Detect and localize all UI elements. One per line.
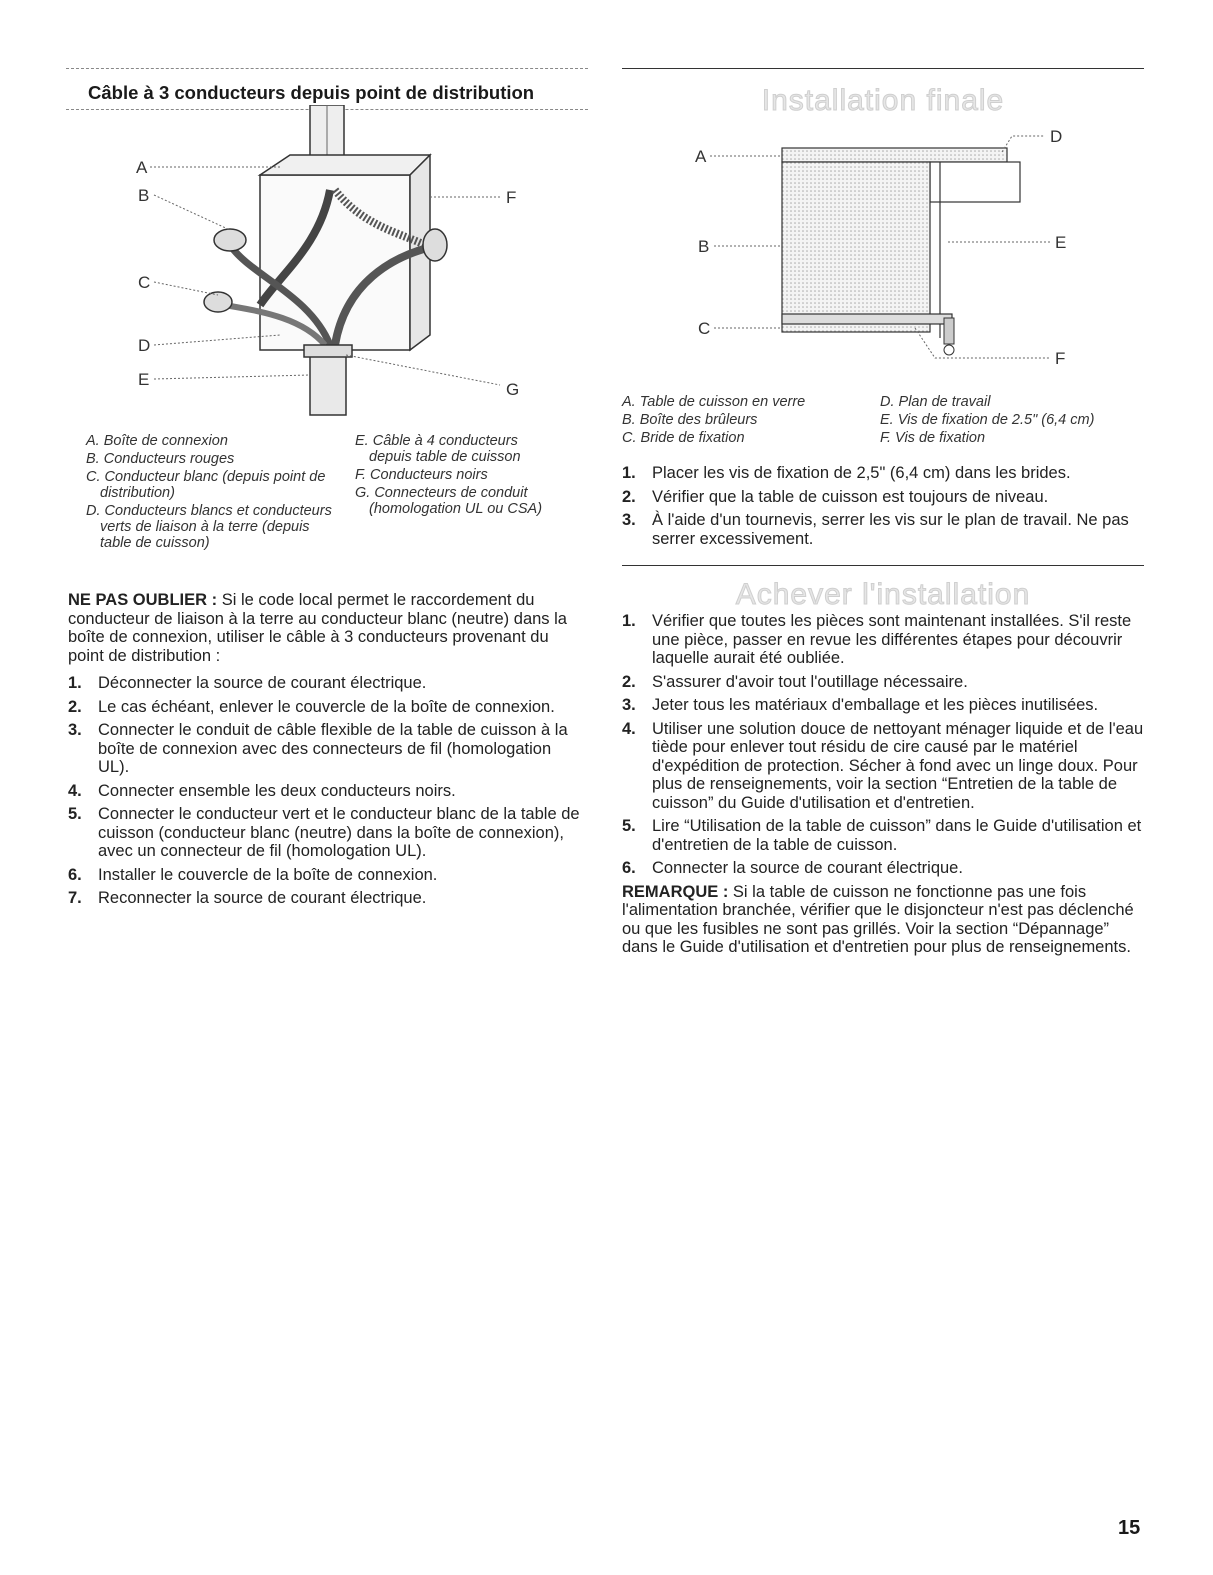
step-text: Connecter ensemble les deux conducteurs noirs. bbox=[98, 781, 456, 800]
list-item bbox=[622, 511, 1144, 548]
caption-item: A. Boîte de connexion bbox=[86, 433, 228, 449]
left-steps-list bbox=[68, 674, 583, 913]
caption-item: G. Connecteurs de conduit (homologation UL ou CSA) bbox=[355, 485, 543, 517]
section-title: Câble à 3 conducteurs depuis point de distribution bbox=[88, 82, 535, 103]
note-label: NE PAS OUBLIER : bbox=[68, 591, 218, 609]
step-number: 5. bbox=[622, 817, 636, 835]
caption-item: E. Vis de fixation de 2.5" (6,4 cm) bbox=[880, 412, 1095, 428]
divider bbox=[622, 565, 1144, 566]
step-text: Vérifier que toutes les pièces sont maintenant installées. S'il reste une pièce, passer en revue les différentes étapes pour découvrir laquelle aurait été oubliée. bbox=[652, 612, 1132, 667]
figure-letter-f: F bbox=[1055, 349, 1066, 368]
list-item bbox=[622, 464, 1144, 483]
step-text: Utiliser une solution douce de nettoyant ménager liquide et de l'eau tiède pour enlever tout résidu de cire causé par le matériel d'expédition de protection. Sécher à fond avec un linge doux. Pour plus de renseignements, voir la section “Entretien de la table de cuisson” du Guide d'utilisation et d'entretien. bbox=[652, 719, 1144, 812]
step-number: 3. bbox=[68, 721, 82, 739]
note-text: Si le code local permet le raccordement du conducteur de liaison à la terre au conducteur blanc (neutre) dans la boîte de connexion, utiliser le câble à 3 conducteurs provenant du point de distribution : bbox=[68, 591, 567, 665]
caption-item: A. Table de cuisson en verre bbox=[622, 394, 806, 410]
step-number: 4. bbox=[622, 719, 636, 738]
step-text: Le cas échéant, enlever le couvercle de la boîte de connexion. bbox=[98, 697, 555, 716]
remark-text: Si la table de cuisson ne fonctionne pas une fois l'alimentation branchée, vérifier que le disjoncteur n'est pas déclenché ou que les fusibles ne sont pas grillés. Voir la section “Dépannage” dans le Guide d'utilisation et d'entretien pour plus de renseignements. bbox=[622, 882, 1134, 956]
figure-captions-left-col2 bbox=[355, 433, 560, 519]
figure-letter-b: B bbox=[698, 237, 710, 256]
step-number: 5. bbox=[68, 805, 82, 823]
step-number: 1. bbox=[68, 674, 82, 692]
step-number: 1. bbox=[622, 612, 636, 630]
list-item bbox=[622, 488, 1144, 507]
step-number: 2. bbox=[68, 697, 82, 716]
figure-letter-e: E bbox=[1055, 233, 1067, 252]
caption-item: F. Vis de fixation bbox=[880, 430, 986, 446]
step-number: 2. bbox=[622, 672, 636, 691]
section-title-installation-finale: Installation finale bbox=[761, 84, 1005, 117]
step-number: 2. bbox=[622, 487, 636, 506]
note-paragraph bbox=[68, 591, 583, 665]
caption-item: C. Conducteur blanc (depuis point de distribution) bbox=[86, 469, 326, 501]
caption-item: F. Conducteurs noirs bbox=[355, 467, 488, 483]
step-number: 1. bbox=[622, 464, 636, 482]
figure-letter-d: D bbox=[138, 336, 151, 355]
figure-letter-e: E bbox=[138, 370, 150, 389]
remark-paragraph bbox=[622, 883, 1144, 957]
list-item bbox=[622, 612, 1144, 668]
figure-letter-d: D bbox=[1050, 127, 1063, 146]
list-item bbox=[68, 805, 583, 861]
figure-letter-c: C bbox=[138, 273, 151, 292]
figure-letter-a: A bbox=[695, 147, 707, 166]
step-text: Reconnecter la source de courant électrique. bbox=[98, 889, 427, 907]
list-item bbox=[68, 782, 583, 801]
step-number: 7. bbox=[68, 889, 82, 907]
list-item bbox=[622, 696, 1144, 715]
caption-item: B. Conducteurs rouges bbox=[86, 451, 235, 467]
figure-letter-a: A bbox=[136, 158, 148, 177]
caption-item: D. Plan de travail bbox=[880, 394, 991, 410]
list-item bbox=[68, 721, 583, 777]
step-number: 3. bbox=[622, 511, 636, 529]
step-text: Connecter le conducteur vert et le conducteur blanc de la table de cuisson (conducteur blanc (neutre) dans la boîte de connexion), avec un connecteur de fil (homologation UL). bbox=[98, 805, 580, 860]
caption-item: D. Conducteurs blancs et conducteurs verts de liaison à la terre (depuis table de cuisson) bbox=[86, 503, 332, 551]
step-text: Connecter le conduit de câble flexible de la table de cuisson à la boîte de connexion avec des connecteurs de fil (homologation UL). bbox=[98, 721, 568, 776]
caption-item: C. Bride de fixation bbox=[622, 430, 745, 446]
page-number: 15 bbox=[1118, 1517, 1141, 1539]
remark-label: REMARQUE : bbox=[622, 882, 729, 901]
figure-captions-right-col1 bbox=[622, 394, 862, 448]
list-item bbox=[622, 859, 1144, 878]
list-item bbox=[68, 866, 583, 885]
list-item bbox=[622, 673, 1144, 692]
step-text: Déconnecter la source de courant électrique. bbox=[98, 674, 427, 692]
list-item bbox=[622, 720, 1144, 813]
figure-letter-f: F bbox=[506, 188, 517, 207]
caption-item: B. Boîte des brûleurs bbox=[622, 412, 758, 428]
figure-captions-left-col1 bbox=[86, 433, 336, 553]
figure-letter-g: G bbox=[506, 380, 520, 399]
step-number: 4. bbox=[68, 781, 82, 800]
step-number: 6. bbox=[622, 859, 636, 877]
step-text: Placer les vis de fixation de 2,5" (6,4 cm) dans les brides. bbox=[652, 464, 1071, 482]
step-text: À l'aide d'un tournevis, serrer les vis sur le plan de travail. Ne pas serrer excessivement. bbox=[652, 511, 1129, 548]
installation-finale-steps bbox=[622, 464, 1144, 553]
cooktop-cross-section-illustration bbox=[690, 118, 1090, 373]
step-text: S'assurer d'avoir tout l'outillage nécessaire. bbox=[652, 672, 968, 691]
section-title-achever-installation: Achever l'installation bbox=[735, 578, 1031, 611]
step-number: 6. bbox=[68, 865, 82, 884]
step-text: Installer le couvercle de la boîte de connexion. bbox=[98, 865, 438, 884]
achever-installation-steps bbox=[622, 612, 1144, 957]
step-text: Jeter tous les matériaux d'emballage et les pièces inutilisées. bbox=[652, 696, 1099, 714]
caption-item: E. Câble à 4 conducteurs depuis table de cuisson bbox=[355, 433, 521, 465]
junction-box-illustration bbox=[130, 105, 530, 420]
list-item bbox=[68, 889, 583, 908]
figure-letter-b: B bbox=[138, 186, 150, 205]
figure-captions-right-col2 bbox=[880, 394, 1140, 448]
figure-letter-c: C bbox=[698, 319, 711, 338]
step-number: 3. bbox=[622, 696, 636, 714]
section-header-cable bbox=[66, 68, 588, 110]
list-item bbox=[68, 698, 583, 717]
divider bbox=[622, 68, 1144, 69]
step-text: Lire “Utilisation de la table de cuisson” dans le Guide d'utilisation et d'entretien de la table de cuisson. bbox=[652, 817, 1142, 854]
step-text: Vérifier que la table de cuisson est toujours de niveau. bbox=[652, 487, 1049, 506]
step-text: Connecter la source de courant électrique. bbox=[652, 859, 963, 877]
list-item bbox=[68, 674, 583, 693]
list-item bbox=[622, 817, 1144, 854]
